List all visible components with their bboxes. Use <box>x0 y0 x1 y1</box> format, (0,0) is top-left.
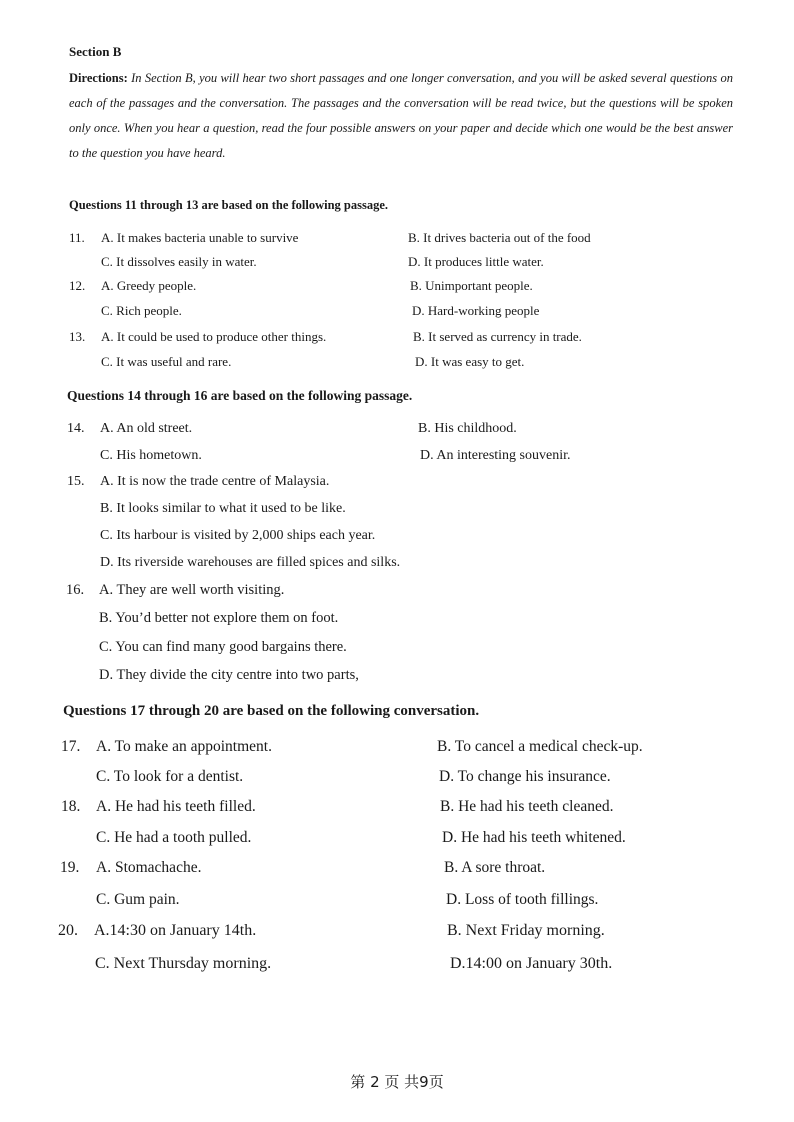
question-number: 14. <box>67 421 85 436</box>
option-b[interactable]: B. A sore throat. <box>444 859 546 876</box>
option-a[interactable]: A. Stomachache. <box>96 859 202 876</box>
question-number: 16. <box>66 582 85 598</box>
option-a[interactable]: A. Greedy people. <box>101 278 197 293</box>
question-number: 15. <box>67 474 85 489</box>
question-number: 18. <box>61 798 81 815</box>
directions-label: Directions: <box>69 71 128 85</box>
question-number: 19. <box>60 859 80 876</box>
option-c[interactable]: C. Rich people. <box>101 303 182 318</box>
option-d[interactable]: D.14:00 on January 30th. <box>450 955 613 972</box>
option-b[interactable]: B. To cancel a medical check-up. <box>437 738 643 755</box>
option-c[interactable]: C. You can find many good bargains there. <box>99 639 347 655</box>
option-b[interactable]: B. It served as currency in trade. <box>413 329 582 344</box>
option-d[interactable]: D. Hard-working people <box>412 303 540 318</box>
option-b[interactable]: B. Next Friday morning. <box>447 922 605 939</box>
option-c[interactable]: C. It was useful and rare. <box>101 354 232 369</box>
option-a[interactable]: A. They are well worth visiting. <box>99 582 285 598</box>
option-b[interactable]: B. It drives bacteria out of the food <box>408 230 591 245</box>
group-heading-11-13: Questions 11 through 13 are based on the following passage. <box>69 198 389 212</box>
option-d[interactable]: D. Its riverside warehouses are filled spices and silks. <box>100 555 401 570</box>
group-heading-17-20: Questions 17 through 20 are based on the following conversation. <box>63 703 480 719</box>
option-b[interactable]: B. He had his teeth cleaned. <box>440 798 614 815</box>
option-d[interactable]: D. It was easy to get. <box>415 354 525 369</box>
option-d[interactable]: D. They divide the city centre into two parts, <box>99 667 359 683</box>
option-c[interactable]: C. To look for a dentist. <box>96 768 244 785</box>
option-c[interactable]: C. It dissolves easily in water. <box>101 254 257 269</box>
option-a[interactable]: A. It could be used to produce other things. <box>101 329 327 344</box>
page-number-footer: 第 2 页 共9页 <box>350 1073 444 1091</box>
option-c[interactable]: C. Next Thursday morning. <box>95 955 272 972</box>
section-title: Section B <box>69 44 122 59</box>
option-b[interactable]: B. You’d better not explore them on foot. <box>99 610 339 626</box>
option-c[interactable]: C. He had a tooth pulled. <box>96 829 252 846</box>
option-c[interactable]: C. Gum pain. <box>96 891 180 908</box>
directions <box>69 66 733 166</box>
option-a[interactable]: A. An old street. <box>100 421 193 436</box>
directions-text: In Section B, you will hear two short passages and one longer conversation, and you will be asked several questions on each of the passages and the conversation. The passages and the conversation will be read twice, but the questions will be spoken only once. When you hear a question, read the four possible answers on your paper and decide which one would be the best answer to the question you have heard. <box>69 71 733 160</box>
option-a[interactable]: A.14:30 on January 14th. <box>94 922 257 939</box>
option-b[interactable]: B. Unimportant people. <box>410 278 533 293</box>
option-a[interactable]: A. He had his teeth filled. <box>96 798 256 815</box>
option-c[interactable]: C. Its harbour is visited by 2,000 ships each year. <box>100 528 376 543</box>
option-c[interactable]: C. His hometown. <box>100 448 202 463</box>
option-b[interactable]: B. His childhood. <box>418 421 517 436</box>
option-a[interactable]: A. It is now the trade centre of Malaysia. <box>100 474 330 489</box>
option-a[interactable]: A. To make an appointment. <box>96 738 272 755</box>
question-number: 20. <box>58 922 78 939</box>
option-d[interactable]: D. He had his teeth whitened. <box>442 829 626 846</box>
option-d[interactable]: D. Loss of tooth fillings. <box>446 891 599 908</box>
option-a[interactable]: A. It makes bacteria unable to survive <box>101 230 299 245</box>
option-d[interactable]: D. An interesting souvenir. <box>420 448 571 463</box>
option-b[interactable]: B. It looks similar to what it used to be like. <box>100 501 346 516</box>
question-number: 13. <box>69 329 86 344</box>
option-d[interactable]: D. It produces little water. <box>408 254 544 269</box>
question-number: 11. <box>69 230 85 245</box>
question-number: 17. <box>61 738 81 755</box>
group-heading-14-16: Questions 14 through 16 are based on the following passage. <box>67 388 413 403</box>
option-d[interactable]: D. To change his insurance. <box>439 768 611 785</box>
question-number: 12. <box>69 278 86 293</box>
